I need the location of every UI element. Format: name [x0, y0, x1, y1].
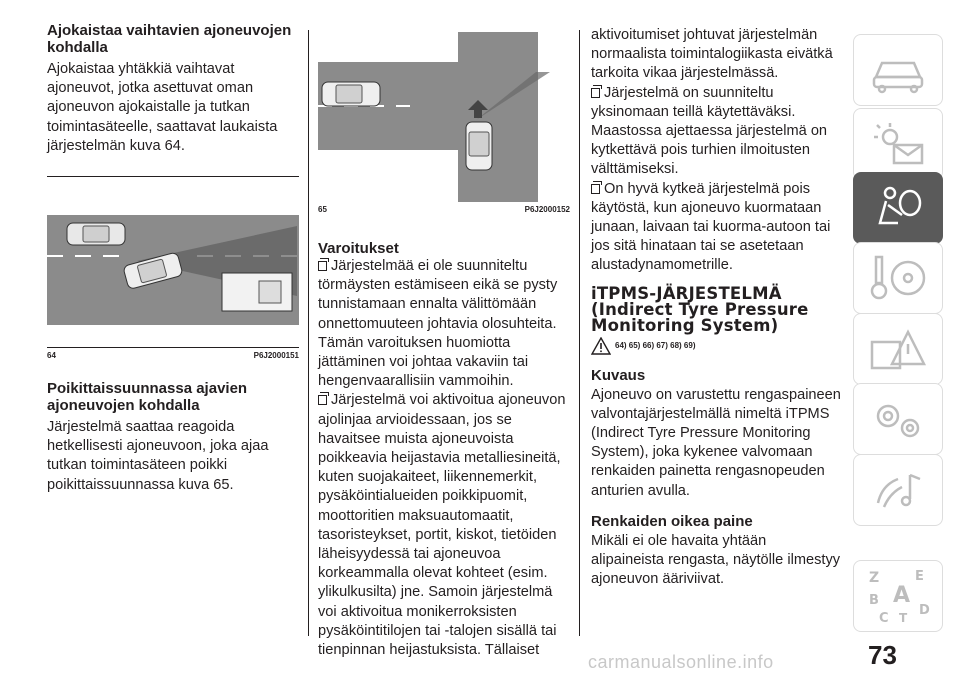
figure-65-illustration — [318, 32, 570, 202]
tab-dashboard[interactable] — [853, 34, 943, 106]
warning-bullet-3: Järjestelmä on suunniteltu yksinomaan teillä käytettäväksi. Maastossa ajettaessa järjestelmä on kytkettävä pois turhien ilmoitusten välttämiseksi. — [591, 84, 828, 178]
book-icon — [318, 395, 327, 405]
heading-correct-pressure: Renkaiden oikea paine — [591, 512, 753, 530]
section-title-line-1: iTPMS-JÄRJESTELMÄ — [591, 283, 782, 303]
paragraph-cross-traffic: Järjestelmä saattaa reagoida hetkellisesti ajoneuvoon, joka ajaa tutkan toimintasäteen poikki poikittaissuunnassa kuva 65. — [47, 419, 269, 493]
figure-64-code: P6J2000151 — [253, 351, 299, 361]
car-icon — [67, 223, 125, 245]
seat-airbag-icon — [868, 183, 928, 233]
book-icon — [318, 261, 327, 271]
heading-kuvaus: Kuvaus — [591, 366, 646, 384]
truck-icon — [222, 273, 292, 311]
figure-64-illustration — [47, 211, 299, 347]
paragraph-correct-pressure: Mikäli ei ole havaita yhtään alipaineista rengasta, näytölle ilmestyy ajoneuvon ääriviivat. — [591, 532, 841, 588]
watermark: carmanualsonline.info — [588, 652, 774, 672]
section-title-itpms — [591, 283, 841, 335]
alphabetical-index-icon — [863, 566, 933, 626]
heading-cross-traffic: Poikittaissuunnassa ajavien ajoneuvojen kohdalla — [47, 380, 248, 415]
heading-warnings: Varoitukset — [318, 240, 399, 257]
figure-rule-bottom — [47, 347, 299, 348]
section-title-line-2: (Indirect Tyre Pressure — [591, 299, 809, 319]
svg-text:Z: Z — [869, 570, 880, 586]
figure-64-number: 64 — [47, 351, 56, 361]
multimedia-music-icon — [868, 465, 928, 515]
column-divider — [308, 30, 309, 636]
car-dashboard-icon — [868, 45, 928, 95]
key-steering-wheel-icon — [868, 253, 928, 303]
tab-warning-lights[interactable] — [853, 108, 943, 180]
figure-65-caption — [318, 205, 570, 214]
warning-bullet-1: Järjestelmää ei ole suunniteltu törmäysten estämiseen eikä se pysty tunnistamaan ennalta välittömään onnettomuuteen johtavia olosuhteita. Tämän varoituksen huomiotta jättäminen voi johtaa vakaviin tai hengenvaarallisiin vammoihin. — [318, 258, 558, 390]
heading-lane-change: Ajokaistaa vaihtavien ajoneuvojen kohdalla — [47, 22, 292, 56]
service-gears-icon — [868, 394, 928, 444]
svg-text:E: E — [915, 569, 924, 584]
section-title-line-3: Monitoring System) — [591, 315, 779, 335]
svg-text:C: C — [879, 611, 889, 626]
car-icon — [466, 122, 492, 170]
tab-starting-driving[interactable] — [853, 242, 943, 314]
figure-rule-top — [47, 176, 299, 177]
car-icon — [322, 82, 380, 106]
svg-text:B: B — [869, 593, 879, 608]
tab-index[interactable] — [853, 560, 943, 632]
paragraph-kuvaus: Ajoneuvo on varustettu rengaspaineen valvontajärjestelmällä nimeltä iTPMS (Indirect Tyre Pressure Monitoring System), joka kykenee valvomaan renkaiden painetta rengasnopeuden anturien avulla. — [591, 386, 841, 499]
svg-text:T: T — [899, 611, 908, 625]
book-icon — [591, 184, 600, 194]
column-1 — [47, 22, 299, 495]
paragraph-continued: aktivoitumiset johtuvat järjestelmän normaalista toimintalogiikasta eivätkä tarkoita vikaa järjestelmässä. — [591, 27, 833, 82]
column-2 — [318, 32, 570, 660]
figure-65-number: 65 — [318, 205, 327, 214]
svg-text:D: D — [919, 603, 930, 618]
tab-safety[interactable] — [853, 172, 943, 244]
figure-65-code: P6J2000152 — [524, 205, 570, 214]
warning-references: 64) 65) 66) 67) 68) 69) — [591, 337, 841, 355]
svg-text:A: A — [893, 583, 911, 608]
warning-triangle-icon — [591, 337, 611, 355]
column-3 — [591, 26, 841, 589]
warning-triangle-breakdown-icon — [868, 324, 928, 374]
warning-bullet-4: On hyvä kytkeä järjestelmä pois käytöstä, kun ajoneuvo kuormataan junaan, laivaan tai kuorma-autoon tai jos sitä hinataan tai se asetetaan alustadynamometrille. — [591, 180, 831, 274]
tab-emergency[interactable] — [853, 313, 943, 385]
book-icon — [591, 88, 600, 98]
tab-service[interactable] — [853, 383, 943, 455]
paragraph-lane-change: Ajokaistaa yhtäkkiä vaihtavat ajoneuvot, jotka asettuvat oman ajoneuvon ajokaistalle ja tutkan toimintasäteelle, saattavat laukaista järjestelmän kuva 64. — [47, 61, 278, 154]
column-divider — [579, 30, 580, 636]
warning-lights-message-icon — [868, 119, 928, 169]
warning-bullet-2: Järjestelmä voi aktivoitua ajoneuvon ajolinjaa arvioidessaan, jos se havaitsee muista ajoneuvoista poikkeavia heijastavia metalliesineitä, kuten suojakaiteet, liikennemerkit, pysäköintialueiden poikkipuomit, moottoritien maksuautomaatit, tasoristeykset, portit, kiskot, tietöiden läheisyydessä tai ajoneuvoa korkeammalla olevat kohteet (esim. ylikulkusilta) jne. Samoin järjestelmä voi aktivoitua monikerroksisten pysäköintitilojen tai -talojen sisällä tai tienpinnan heijastuksista. Tällaiset — [318, 392, 566, 659]
page-number: 73 — [868, 640, 897, 670]
tab-multimedia[interactable] — [853, 454, 943, 526]
figure-64-caption — [47, 351, 299, 360]
